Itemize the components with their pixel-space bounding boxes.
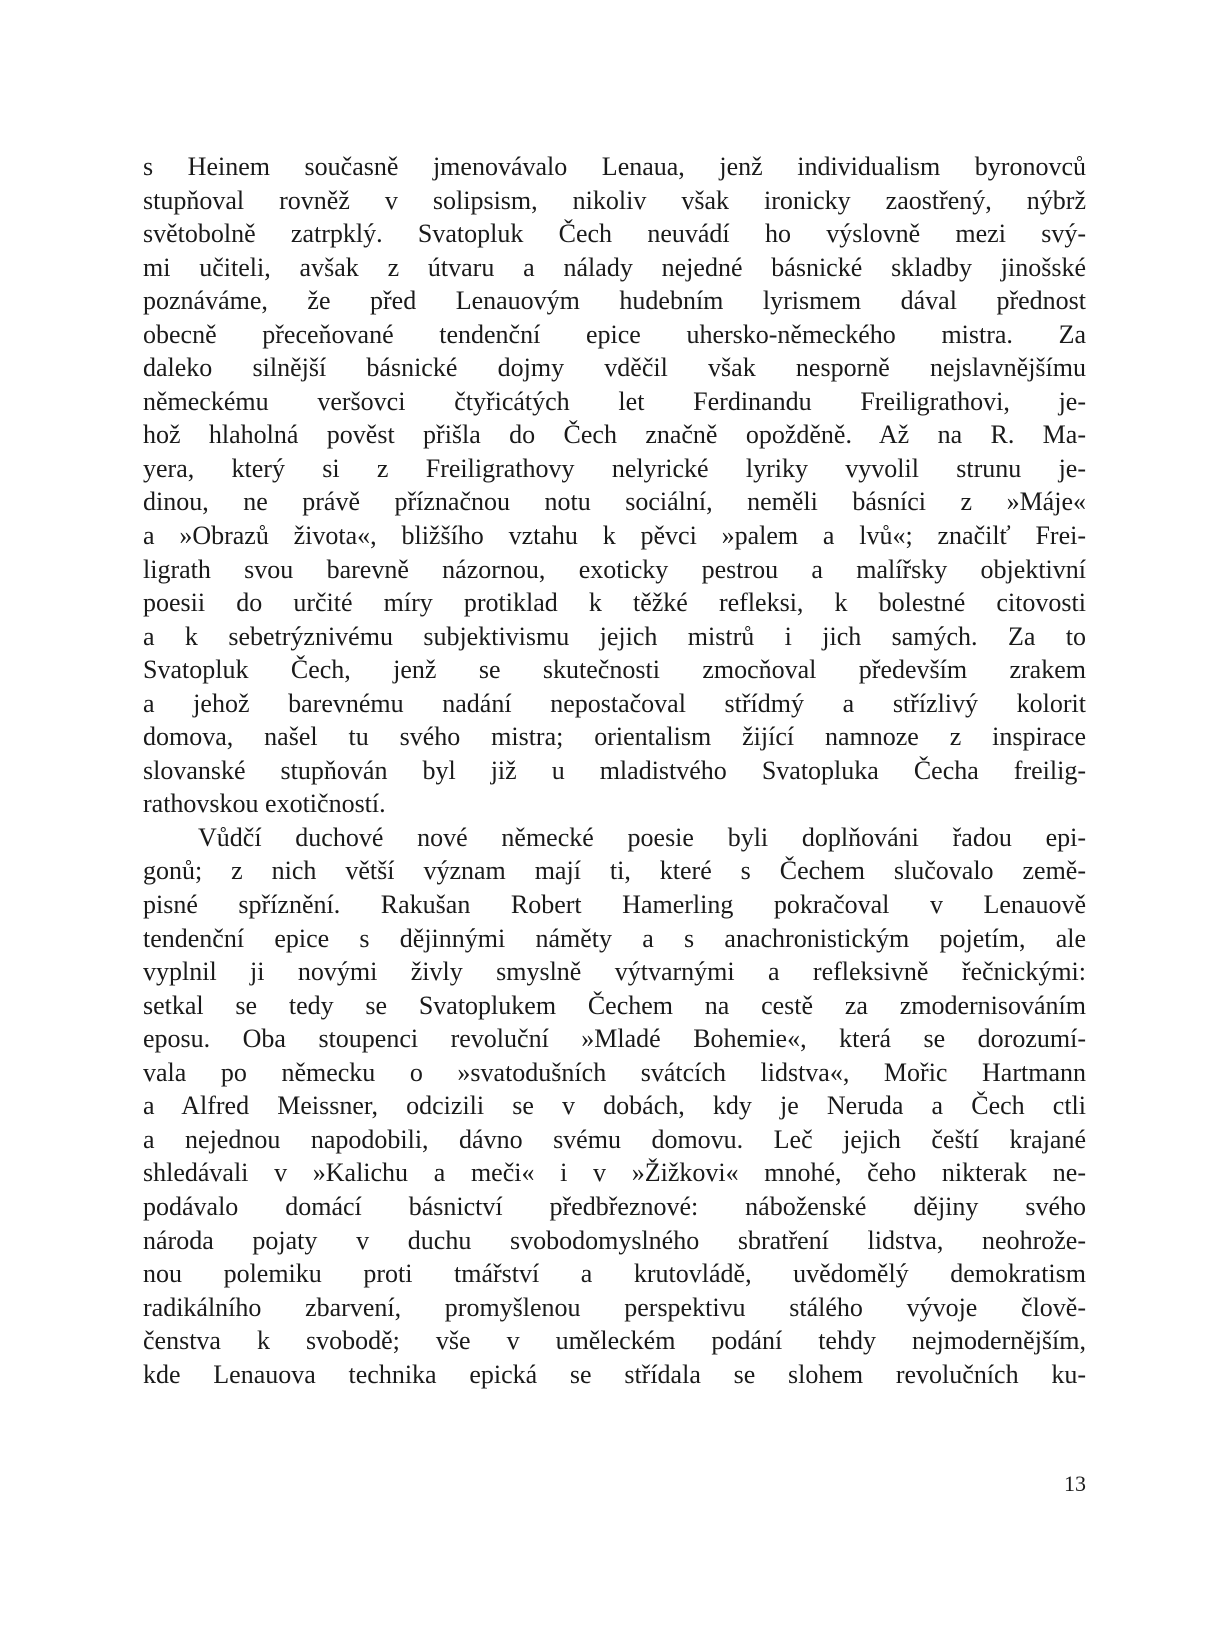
text-line: pisné spříznění. Rakušan Robert Hamerling pokračoval v Lenauově (143, 890, 1086, 920)
text-line: a »Obrazů života«, bližšího vztahu k pěvci »palem a lvů«; značilť Frei- (143, 521, 1086, 551)
text-line: vala po německu o »svatodušních svátcích lidstva«, Mořic Hartmann (143, 1057, 1086, 1087)
text-line: a Alfred Meissner, odcizili se v dobách, kdy je Neruda a Čech ctli (143, 1091, 1086, 1121)
text-line: podávalo domácí básnictví předbřeznové: náboženské dějiny svého (143, 1191, 1086, 1221)
text-line: kde Lenauova technika epická se střídala se slohem revolučních ku- (143, 1359, 1086, 1389)
text-line: hož hlaholná pověst přišla do Čech značně opožděně. Až na R. Ma- (143, 420, 1086, 450)
text-line: slovanské stupňován byl již u mladistvého Svatopluka Čecha freilig- (143, 755, 1086, 785)
text-line: německému veršovci čtyřicátých let Ferdinandu Freiligrathovi, je- (143, 386, 1086, 416)
text-line: a k sebetrýznivému subjektivismu jejich mistrů i jich samých. Za to (143, 621, 1086, 651)
text-line: a jehož barevnému nadání nepostačoval střídmý a střízlivý kolorit (143, 688, 1086, 718)
text-line: čenstva k svobodě; vše v uměleckém podání tehdy nejmodernějším, (143, 1326, 1086, 1356)
text-line: mi učiteli, avšak z útvaru a nálady nejedné básnické skladby jinošské (143, 252, 1086, 282)
text-line: a nejednou napodobili, dávno svému domovu. Leč jejich čeští krajané (143, 1124, 1086, 1154)
text-line: obecně přeceňované tendenční epice uhersko-německého mistra. Za (143, 319, 1086, 349)
text-line: světobolně zatrpklý. Svatopluk Čech neuvádí ho výslovně mezi svý- (143, 219, 1086, 249)
text-line: poznáváme, že před Lenauovým hudebním lyrismem dával přednost (143, 286, 1086, 316)
text-line: Svatopluk Čech, jenž se skutečnosti zmocňoval především zrakem (143, 655, 1086, 685)
text-line: radikálního zbarvení, promyšlenou perspektivu stálého vývoje člově- (143, 1292, 1086, 1322)
text-line: dinou, ne právě příznačnou notu sociální, neměli básníci z »Máje« (143, 487, 1086, 517)
text-line: eposu. Oba stoupenci revoluční »Mladé Bohemie«, která se dorozumí- (143, 1024, 1086, 1054)
text-line: yera, který si z Freiligrathovy nelyrické lyriky vyvolil strunu je- (143, 453, 1086, 483)
text-line: daleko silnější básnické dojmy vděčil však nesporně nejslavnějšímu (143, 353, 1086, 383)
page-number: 13 (1064, 1471, 1086, 1496)
paragraph (143, 150, 1086, 821)
text-line: vyplnil ji novými živly smyslně výtvarnými a refleksivně řečnickými: (143, 957, 1086, 987)
text-line: nou polemiku proti tmářství a krutovládě, uvědomělý demokratism (143, 1259, 1086, 1289)
text-line: s Heinem současně jmenovávalo Lenaua, jenž individualism byronovců (143, 152, 1086, 181)
text-line: shledávali v »Kalichu a meči« i v »Žižkovi« mnohé, čeho nikterak ne- (143, 1158, 1086, 1188)
text-line: setkal se tedy se Svatoplukem Čechem na cestě za zmodernisováním (143, 990, 1086, 1020)
body-text (143, 150, 1086, 1391)
text-line: tendenční epice s dějinnými náměty a s anachronistickým pojetím, ale (143, 923, 1086, 953)
text-line: domova, našel tu svého mistra; orientalism žijící namnoze z inspirace (143, 722, 1086, 752)
text-line: národa pojaty v duchu svobodomyslného sbratření lidstva, neohrože- (143, 1225, 1086, 1255)
text-line: Vůdčí duchové nové německé poesie byli doplňováni řadou epi- (198, 822, 1086, 852)
paragraph (143, 821, 1086, 1391)
text-line: poesii do určité míry protiklad k těžké refleksi, k bolestné citovosti (143, 588, 1086, 618)
text-line: stupňoval rovněž v solipsism, nikoliv však ironicky zaostřený, nýbrž (143, 185, 1086, 215)
text-line: ligrath svou barevně názornou, exoticky pestrou a malířsky objektivní (143, 554, 1086, 584)
text-line: gonů; z nich větší význam mají ti, které s Čechem slučovalo země- (143, 856, 1086, 886)
text-line: rathovskou exotičností. (143, 789, 386, 819)
